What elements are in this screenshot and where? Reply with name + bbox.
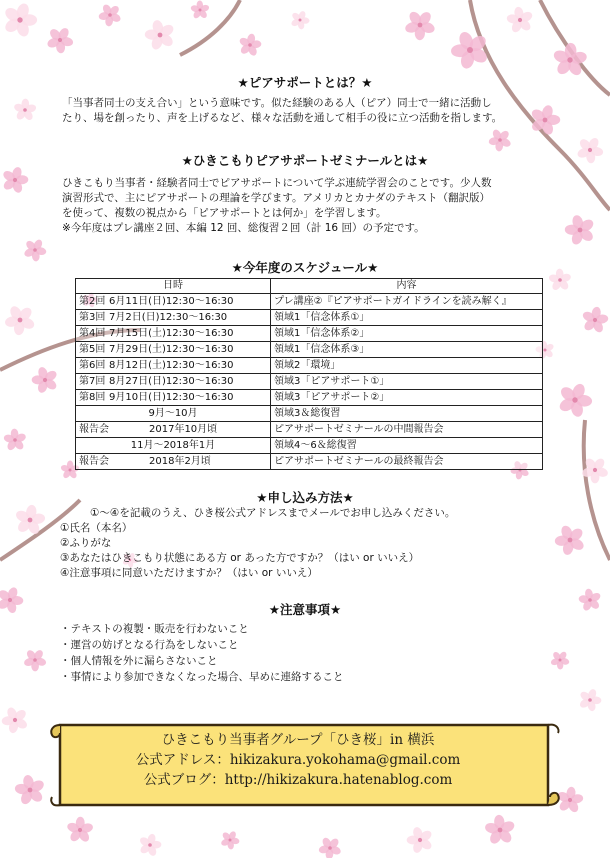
session-number: 第2回 <box>79 295 106 307</box>
event-label: 報告会 <box>79 423 109 435</box>
schedule-table <box>75 278 543 470</box>
description-line: を使って、複数の視点から「ピアサポートとは何か」を学習します。 <box>62 207 387 219</box>
session-date: 8月27日(日)12:30～16:30 <box>109 375 234 387</box>
description-line: 「当事者同士の支え合い」という意味です。似た経験のある人（ピア）同士で一緒に活動し <box>62 97 492 109</box>
contact-banner-text <box>48 730 548 790</box>
table-row <box>76 438 543 454</box>
content-cell: 領域3「ピアサポート②」 <box>271 390 543 406</box>
table-row <box>76 326 543 342</box>
event-label: 報告会 <box>79 455 109 467</box>
column-header-date: 日時 <box>76 279 271 294</box>
table-row <box>76 454 543 470</box>
session-date: 7月29日(土)12:30～16:30 <box>109 343 234 355</box>
contact-email[interactable]: 公式アドレス：hikizakura.yokohama@gmail.com <box>135 752 461 768</box>
content-cell: 領域2「環境」 <box>271 358 543 374</box>
session-number: 第6回 <box>79 359 106 371</box>
seminar-description <box>62 176 491 236</box>
date-cell <box>76 294 271 310</box>
date-cell <box>76 326 271 342</box>
table-row <box>76 374 543 390</box>
content-cell: 領域3＆総復習 <box>271 406 543 422</box>
content-cell: プレ講座②『ピアサポートガイドラインを読み解く』 <box>271 294 543 310</box>
content-cell: 領域1「信念体系①」 <box>271 310 543 326</box>
peer-support-title: ★ピアサポートとは？★ <box>237 75 373 90</box>
note-item: ・テキストの複製・販売を行わないこと <box>60 623 249 635</box>
content-cell: 領域1「信念体系③」 <box>271 342 543 358</box>
description-line: ひきこもり当事者・経験者同士でピアサポートについて学ぶ連続学習会のことです。少人数 <box>62 177 492 189</box>
date-cell <box>76 422 271 438</box>
session-number: 第8回 <box>79 391 106 403</box>
table-row <box>76 406 543 422</box>
session-number: 第5回 <box>79 343 106 355</box>
apply-item: ①氏名（本名） <box>60 522 133 534</box>
content-cell: 領域4～6＆総復習 <box>271 438 543 454</box>
session-date: 6月11日(日)12:30～16:30 <box>109 295 234 307</box>
content-cell: 領域1「信念体系②」 <box>271 326 543 342</box>
table-row <box>76 294 543 310</box>
date-cell <box>76 310 271 326</box>
date-cell <box>76 358 271 374</box>
apply-instructions <box>60 506 455 581</box>
table-row <box>76 310 543 326</box>
note-item: ・運営の妨げとなる行為をしないこと <box>60 639 239 651</box>
session-number: 第7回 <box>79 375 106 387</box>
peer-support-description <box>62 96 502 126</box>
table-row <box>76 390 543 406</box>
date-cell: 11月～2018年1月 <box>76 438 271 454</box>
apply-item: ③あなたはひきこもり状態にある方 or あった方ですか？（はい or いいえ） <box>60 552 420 564</box>
blog-url[interactable]: 公式ブログ：http://hikizakura.hatenablog.com <box>143 772 453 788</box>
content-cell: 領域3「ピアサポート①」 <box>271 374 543 390</box>
table-row <box>76 422 543 438</box>
session-date: 9月10日(日)12:30～16:30 <box>109 391 234 403</box>
apply-intro: ①～④を記載のうえ、ひき桜公式アドレスまでメールでお申し込みください。 <box>90 507 456 519</box>
content-cell: ピアサポートゼミナールの中間報告会 <box>271 422 543 438</box>
date-cell <box>76 342 271 358</box>
description-line: ※今年度はプレ講座２回、本編 12 回、総復習２回（計 16 回）の予定です。 <box>62 222 425 234</box>
schedule-title: ★今年度のスケジュール★ <box>231 260 379 275</box>
event-date: 2017年10月頃 <box>149 423 218 435</box>
event-date: 2018年2月頃 <box>149 455 211 467</box>
apply-title: ★申し込み方法★ <box>256 490 354 505</box>
session-number: 第3回 <box>79 311 106 323</box>
session-date: 7月2日(日)12:30～16:30 <box>109 311 228 323</box>
session-date: 7月15日(土)12:30～16:30 <box>109 327 234 339</box>
description-line: たり、場を創ったり、声を上げるなど、様々な活動を通して相手の役に立つ活動を指します。 <box>62 112 503 124</box>
apply-item: ②ふりがな <box>60 537 112 549</box>
description-line: 演習形式で、主にピアサポートの理論を学びます。アメリカとカナダのテキスト（翻訳版） <box>62 192 490 204</box>
note-item: ・個人情報を外に漏らさないこと <box>60 655 218 667</box>
date-cell: 9月～10月 <box>76 406 271 422</box>
content-cell: ピアサポートゼミナールの最終報告会 <box>271 454 543 470</box>
column-header-content: 内容 <box>271 279 543 294</box>
date-cell <box>76 454 271 470</box>
group-name: ひきこもり当事者グループ「ひき桜」in 横浜 <box>161 732 435 748</box>
notes-list <box>60 621 344 685</box>
table-row <box>76 358 543 374</box>
session-number: 第4回 <box>79 327 106 339</box>
session-date: 8月12日(土)12:30～16:30 <box>109 359 234 371</box>
date-cell <box>76 390 271 406</box>
notes-title: ★注意事項★ <box>268 602 342 617</box>
table-row <box>76 342 543 358</box>
seminar-title: ★ひきこもりピアサポートゼミナールとは★ <box>181 153 429 168</box>
date-cell <box>76 374 271 390</box>
apply-item: ④注意事項に同意いただけますか？（はい or いいえ） <box>60 567 318 579</box>
note-item: ・事情により参加できなくなった場合、早めに連絡すること <box>60 671 344 683</box>
table-header-row <box>76 279 543 294</box>
